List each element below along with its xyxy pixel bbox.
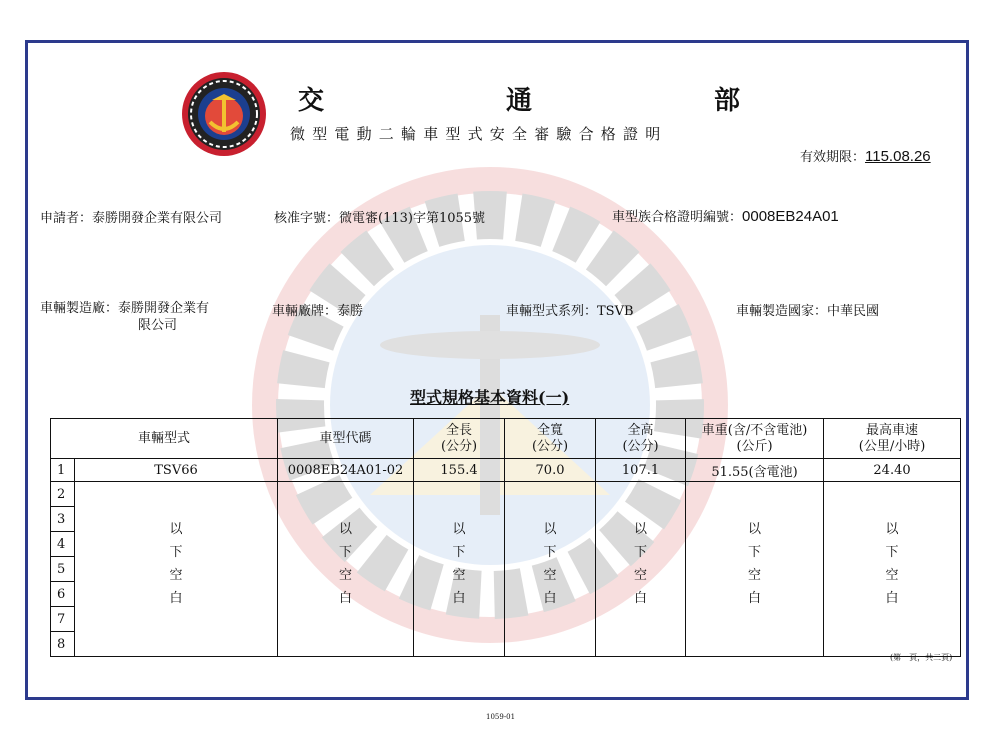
blank-note-char: 下 <box>169 545 183 560</box>
expiry-label: 有效期限： <box>800 150 866 165</box>
cell-model: TSV66 <box>75 459 278 482</box>
blank-note-char: 空 <box>452 568 466 583</box>
table-row <box>51 459 961 482</box>
blank-note-char: 以 <box>885 522 899 537</box>
vehicle-brand: 車輛廠牌：泰勝 <box>272 304 364 319</box>
cell-weight: 51.55(含電池) <box>686 459 824 482</box>
header-speed <box>824 419 961 459</box>
certificate-number <box>612 206 839 225</box>
blank-note <box>75 482 278 657</box>
blank-note-char: 白 <box>543 591 557 606</box>
blank-note <box>505 482 596 657</box>
row-number: 4 <box>51 532 75 557</box>
header-length <box>414 419 505 459</box>
blank-note-char: 空 <box>748 568 762 583</box>
blank-note-char: 以 <box>543 522 557 537</box>
blank-note-char: 以 <box>169 522 183 537</box>
row-number: 5 <box>51 557 75 582</box>
blank-note-char: 白 <box>885 591 899 606</box>
header-weight <box>686 419 824 459</box>
blank-note <box>686 482 824 657</box>
header-speed-label: 最高車速 <box>866 422 919 438</box>
ministry-char-2: 通 <box>505 86 532 116</box>
manufacturer-line-2: 限公司 <box>138 318 178 333</box>
certificate-subtitle: 微型電動二輪車型式安全審驗合格證明 <box>290 125 668 143</box>
blank-note-char: 空 <box>169 568 183 583</box>
vehicle-series: 車輛型式系列：TSVB <box>506 304 634 319</box>
ministry-char-3: 部 <box>713 86 740 116</box>
header-width <box>505 419 596 459</box>
blank-note-char: 白 <box>452 591 466 606</box>
row-number: 1 <box>51 459 75 482</box>
blank-note-char: 以 <box>452 522 466 537</box>
manufacturing-country: 車輛製造國家：中華民國 <box>736 304 880 319</box>
cell-width: 70.0 <box>505 459 596 482</box>
blank-note-char: 下 <box>634 545 648 560</box>
row-number: 3 <box>51 507 75 532</box>
blank-note-char: 白 <box>748 591 762 606</box>
blank-note-char: 下 <box>748 545 762 560</box>
blank-note-char: 白 <box>169 591 183 606</box>
blank-note <box>596 482 686 657</box>
header-height-label: 全高 <box>627 422 654 438</box>
blank-note-char: 以 <box>748 522 762 537</box>
blank-note-char: 空 <box>634 568 648 583</box>
blank-note-char: 白 <box>634 591 648 606</box>
header-height-unit: (公分) <box>622 438 659 454</box>
blank-note-char: 空 <box>543 568 557 583</box>
cell-speed: 24.40 <box>824 459 961 482</box>
blank-note-char: 以 <box>634 522 648 537</box>
header-width-unit: (公分) <box>531 438 569 454</box>
blank-note-char: 下 <box>543 545 557 560</box>
header-weight-label: 車重(含/不含電池) <box>701 422 808 438</box>
expiry-date <box>800 146 931 165</box>
header-length-unit: (公分) <box>440 438 478 454</box>
certificate-number-value: 0008EB24A01 <box>742 208 839 225</box>
blank-note <box>824 482 961 657</box>
blank-note-char: 以 <box>339 522 353 537</box>
ministry-seal-icon <box>180 70 268 158</box>
spec-table <box>50 418 961 657</box>
header-height <box>596 419 686 459</box>
applicant: 申請者：泰勝開發企業有限公司 <box>40 211 223 226</box>
manufacturer-line-1: 車輛製造廠：泰勝開發企業有 <box>40 301 210 316</box>
expiry-value: 115.08.26 <box>865 148 931 165</box>
manufacturer <box>40 300 209 334</box>
cell-length: 155.4 <box>414 459 505 482</box>
row-number: 7 <box>51 607 75 632</box>
row-number: 2 <box>51 482 75 507</box>
form-code: 1059-01 <box>486 713 516 721</box>
certificate-number-label: 車型族合格證明編號： <box>612 210 743 225</box>
page-note: (第一頁，共二頁) <box>890 653 953 662</box>
header-length-label: 全長 <box>446 422 473 438</box>
spec-table-title: 型式規格基本資料(一) <box>410 388 570 407</box>
table-row <box>51 482 961 507</box>
blank-note-char: 空 <box>885 568 899 583</box>
blank-note <box>414 482 505 657</box>
cell-height: 107.1 <box>596 459 686 482</box>
header-code: 車型代碼 <box>278 419 414 459</box>
blank-note-char: 下 <box>452 545 466 560</box>
blank-note-char: 下 <box>885 545 899 560</box>
cell-code: 0008EB24A01-02 <box>278 459 414 482</box>
row-number: 6 <box>51 582 75 607</box>
table-header-row <box>51 419 961 459</box>
blank-note <box>278 482 414 657</box>
approval-number: 核准字號：微電審(113)字第1055號 <box>274 211 486 226</box>
ministry-char-1: 交 <box>298 86 325 116</box>
header-width-label: 全寬 <box>537 422 564 438</box>
ministry-title <box>298 80 740 117</box>
blank-note-char: 空 <box>339 568 353 583</box>
blank-note-char: 白 <box>339 591 353 606</box>
row-number: 8 <box>51 632 75 657</box>
blank-note-char: 下 <box>339 545 353 560</box>
header-model: 車輛型式 <box>51 419 278 459</box>
header-speed-unit: (公里/小時) <box>858 438 926 454</box>
header-weight-unit: (公斤) <box>736 438 773 454</box>
